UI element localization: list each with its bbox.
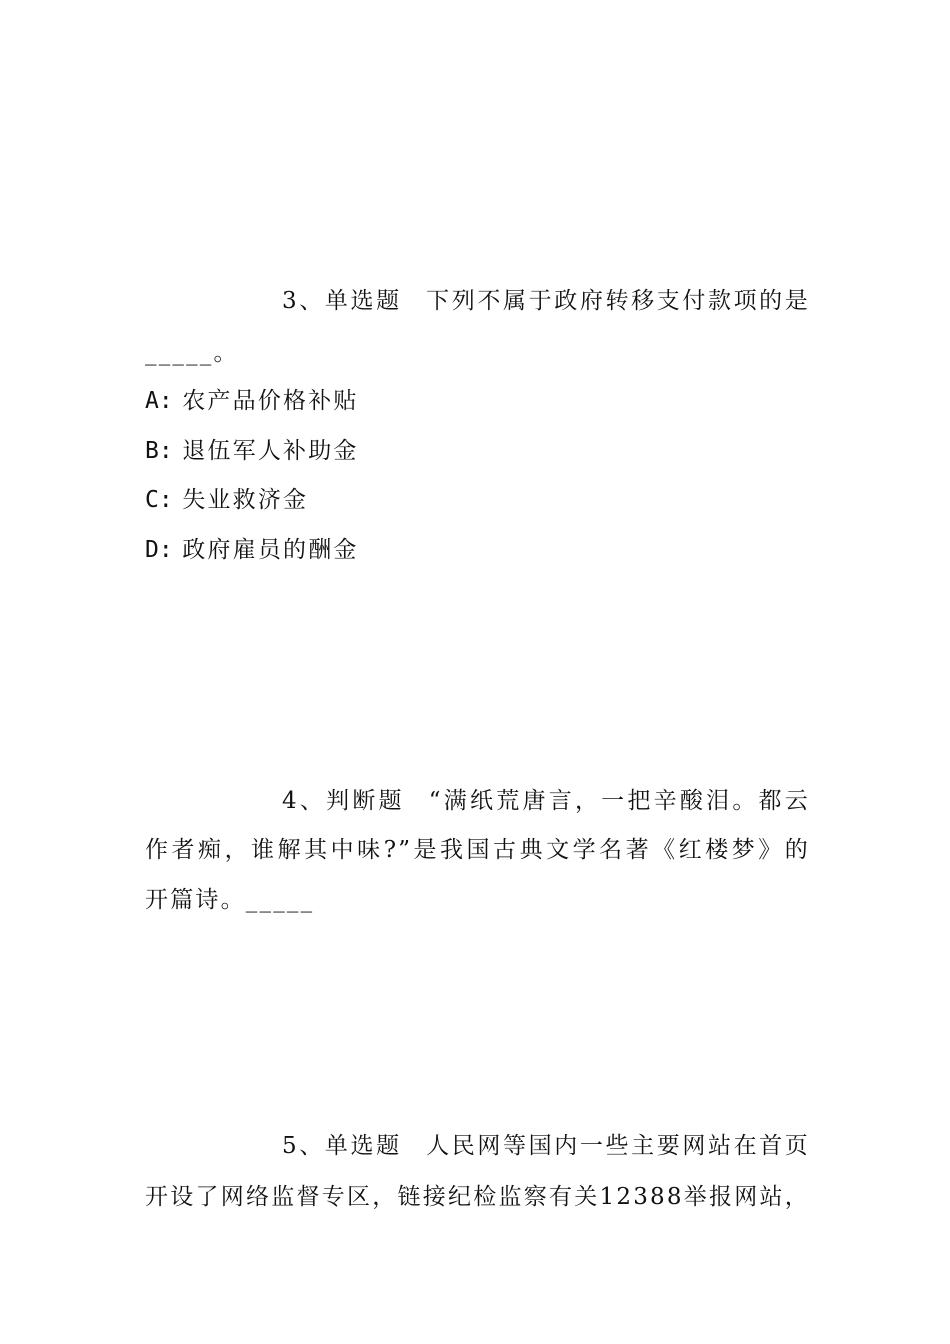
question-3-stem-line2: _____。 [145,340,239,366]
question-4-number: 4、判断题 [282,788,405,814]
question-3-option-d [145,535,810,565]
question-4-stem-line2: 作者痴，谁解其中味?”是我国古典文学名著《红楼梦》的 [145,837,810,863]
question-3-option-a [145,386,810,416]
question-4-header [282,786,810,816]
option-letter: D: [145,537,173,563]
option-text: 政府雇员的酬金 [182,537,359,563]
question-5-stem-line1: 人民网等国内一些主要网站在首页 [425,1133,811,1159]
question-3-number: 3、单选题 [282,288,402,314]
option-text: 农产品价格补贴 [182,388,359,414]
question-3-option-c [145,485,810,515]
option-letter: A: [145,388,173,414]
question-5-header [282,1131,810,1161]
question-5-number: 5、单选题 [282,1133,402,1159]
option-text: 退伍军人补助金 [182,438,359,464]
question-3-header [282,286,810,316]
option-text: 失业救济金 [182,487,309,513]
question-5-stem-line2: 开设了网络监督专区，链接纪检监察有关12388举报网站， [145,1184,810,1210]
option-letter: C: [145,487,173,513]
option-letter: B: [145,438,173,464]
question-4-stem-line1: “满纸荒唐言，一把辛酸泪。都云 [428,788,810,814]
question-4-stem-line3: 开篇诗。_____ [145,887,315,913]
question-3-option-b [145,436,810,466]
question-3-stem-line1: 下列不属于政府转移支付款项的是 [425,288,811,314]
